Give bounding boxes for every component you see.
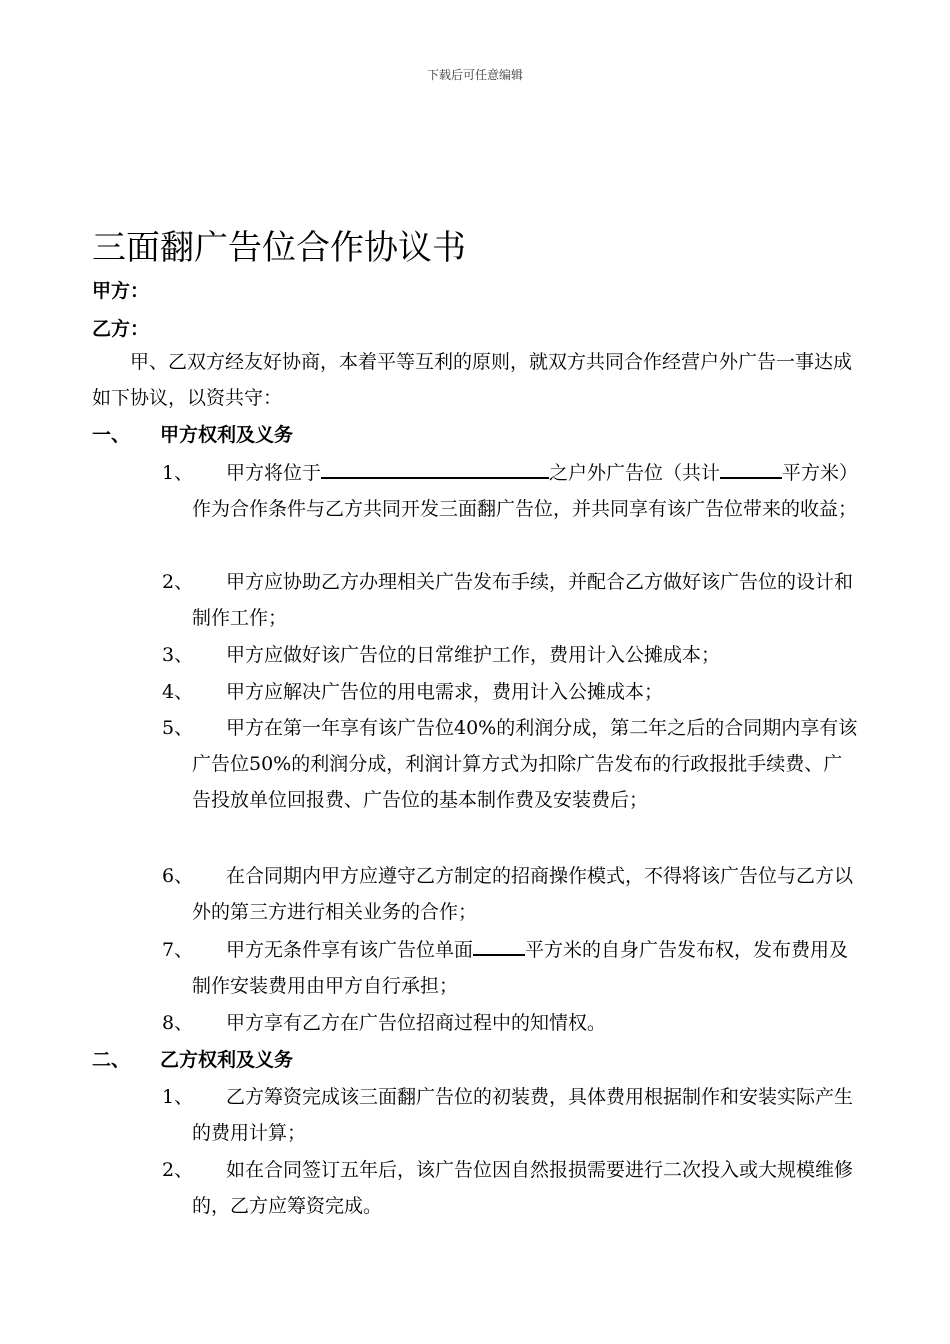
party-b-label: 乙方： bbox=[92, 318, 150, 340]
clause-text: 甲方在第一年享有该广告位40%的利润分成，第二年之后的合同期内享有该广告位50%的利润分成，利润计算方式为扣除广告发布的行政报批手续费、广告投放单位回报费、广告位的基本制作费及安装费后； bbox=[192, 717, 858, 811]
clause-text: 平方米的自身广告发布权，发布费用及制作安装费用由甲方自行承担； bbox=[192, 939, 849, 997]
clause-number: 4、 bbox=[162, 681, 194, 703]
clause-item bbox=[162, 1005, 860, 1041]
clause-number: 8、 bbox=[162, 1012, 194, 1034]
clause-number: 3、 bbox=[162, 644, 194, 666]
clause-number: 1、 bbox=[162, 1086, 194, 1108]
clause-number: 5、 bbox=[162, 717, 194, 739]
area-blank-field bbox=[720, 455, 782, 479]
section-2-heading bbox=[92, 1045, 293, 1075]
clause-item bbox=[162, 674, 860, 710]
clause-number: 1、 bbox=[162, 462, 194, 484]
clause-item bbox=[162, 858, 860, 930]
clause-number: 7、 bbox=[162, 939, 194, 961]
clause-text: 之户外广告位（共计 bbox=[549, 462, 721, 484]
clause-text: 甲方应解决广告位的用电需求，费用计入公摊成本； bbox=[226, 681, 664, 703]
section-number: 二、 bbox=[92, 1049, 131, 1071]
area-blank-field bbox=[473, 932, 525, 956]
intro-paragraph: 甲、乙双方经友好协商，本着平等互利的原则，就双方共同合作经营户外广告一事达成如下协议，以资共守： bbox=[92, 351, 853, 409]
clause-text: 平方米）作为合作条件与乙方共同开发三面翻广告位，并共同享有该广告位带来的收益； bbox=[192, 462, 859, 520]
clause-text: 甲方无条件享有该广告位单面 bbox=[226, 939, 474, 961]
clause-item bbox=[162, 1079, 860, 1151]
clause-item bbox=[162, 564, 860, 636]
section-title: 甲方权利及义务 bbox=[160, 424, 294, 446]
section-number: 一、 bbox=[92, 424, 131, 446]
clause-text: 如在合同签订五年后，该广告位因自然报损需要进行二次投入或大规模维修的，乙方应筹资完成。 bbox=[192, 1159, 854, 1217]
clause-text: 甲方享有乙方在广告位招商过程中的知情权。 bbox=[226, 1012, 607, 1034]
party-a-label: 甲方： bbox=[92, 280, 150, 302]
clause-item bbox=[162, 455, 860, 527]
location-blank-field bbox=[321, 455, 549, 479]
clause-text: 甲方应协助乙方办理相关广告发布手续，并配合乙方做好该广告位的设计和制作工作； bbox=[192, 571, 854, 629]
clause-item bbox=[162, 932, 860, 1004]
clause-text: 甲方应做好该广告位的日常维护工作，费用计入公摊成本； bbox=[226, 644, 721, 666]
clause-item bbox=[162, 710, 860, 818]
header-note: 下载后可任意编辑 bbox=[426, 68, 523, 82]
document-title: 三面翻广告位合作协议书 bbox=[92, 228, 466, 268]
clause-number: 2、 bbox=[162, 1159, 194, 1181]
clause-item bbox=[162, 1152, 860, 1224]
section-1-heading bbox=[92, 420, 293, 450]
clause-text: 乙方筹资完成该三面翻广告位的初装费，具体费用根据制作和安装实际产生的费用计算； bbox=[192, 1086, 854, 1144]
clause-item bbox=[162, 637, 860, 673]
clause-number: 2、 bbox=[162, 571, 194, 593]
clause-text: 甲方将位于 bbox=[226, 462, 322, 484]
clause-number: 6、 bbox=[162, 865, 194, 887]
clause-text: 在合同期内甲方应遵守乙方制定的招商操作模式，不得将该广告位与乙方以外的第三方进行相关业务的合作； bbox=[192, 865, 854, 923]
section-title: 乙方权利及义务 bbox=[160, 1049, 294, 1071]
